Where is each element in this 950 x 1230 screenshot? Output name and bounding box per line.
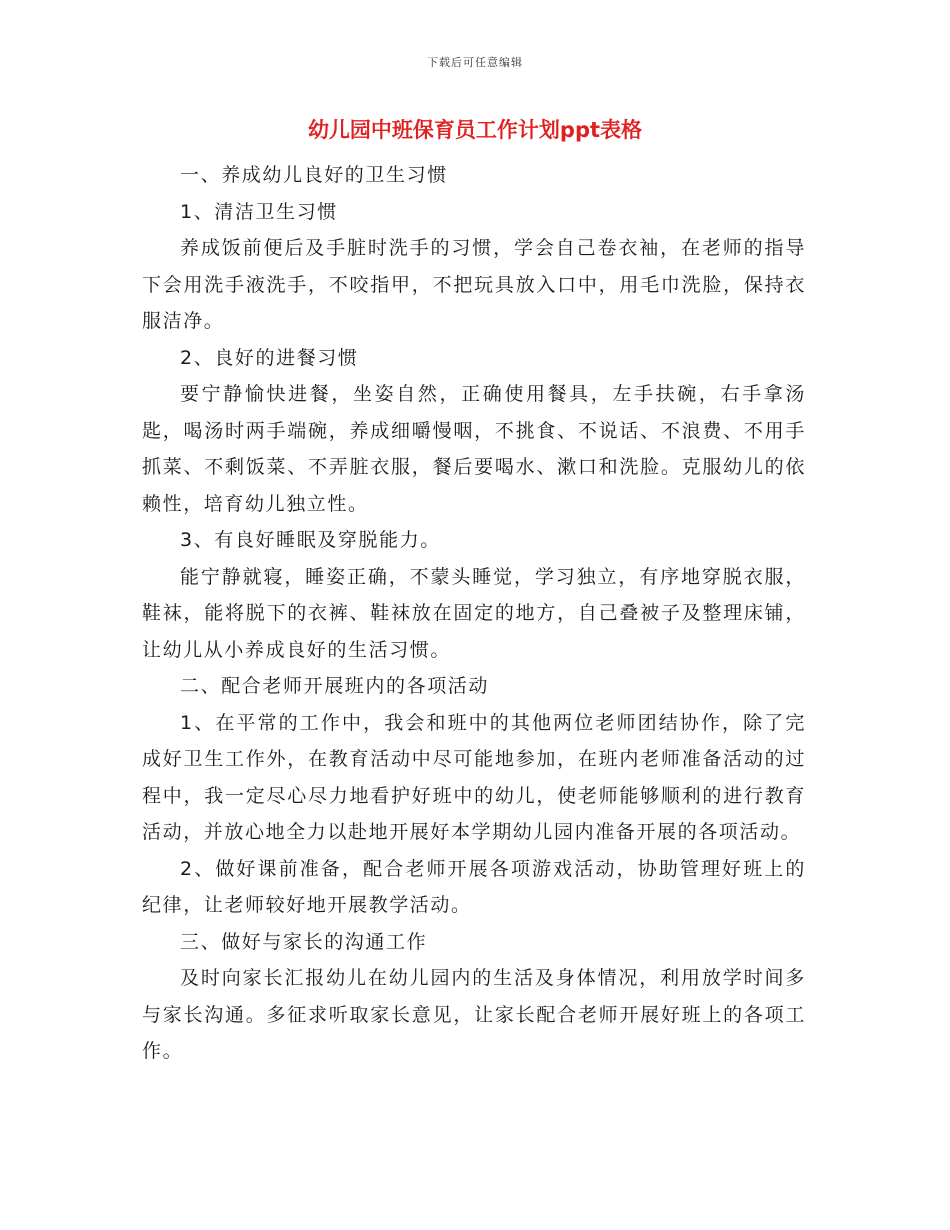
- section-heading-1: 一、养成幼儿良好的卫生习惯: [180, 164, 448, 186]
- section-heading-2: 二、配合老师开展班内的各项活动: [180, 675, 490, 697]
- section-heading-3: 三、做好与家长的沟通工作: [180, 930, 428, 953]
- subheading-1-3: 3、有良好睡眠及穿脱能力。: [180, 529, 441, 551]
- subheading-1-2: 2、良好的进餐习惯: [180, 346, 359, 369]
- paragraph: 及时向家长汇报幼儿在幼儿园内的生活及身体情况，利用放学时间多与家长沟通。多征求听取家长意见，让家长配合老师开展好班上的各项工作。: [142, 967, 806, 1062]
- document-body: [142, 157, 806, 1070]
- header-note: 下载后可任意编辑: [427, 56, 523, 69]
- document-title: 幼儿园中班保育员工作计划ppt表格: [307, 118, 643, 142]
- paragraph: 养成饭前便后及手脏时洗手的习惯，学会自己卷衣袖，在老师的指导下会用洗手液洗手，不咬指甲，不把玩具放入口中，用毛巾洗脸，保持衣服洁净。: [142, 237, 806, 332]
- paragraph: 1、在平常的工作中，我会和班中的其他两位老师团结协作，除了完成好卫生工作外，在教育活动中尽可能地参加，在班内老师准备活动的过程中，我一定尽心尽力地看护好班中的幼儿，使老师能够顺利的进行教育活动，并放心地全力以赴地开展好本学期幼儿园内准备开展的各项活动。: [142, 711, 806, 843]
- paragraph: 要宁静愉快进餐，坐姿自然，正确使用餐具，左手扶碗，右手拿汤匙，喝汤时两手端碗，养成细嚼慢咽，不挑食、不说话、不浪费、不用手抓菜、不剩饭菜、不弄脏衣服，餐后要喝水、漱口和洗脸。克服幼儿的依赖性，培育幼儿独立性。: [142, 383, 806, 515]
- subheading-1-1: 1、清洁卫生习惯: [180, 200, 338, 223]
- paragraph: 能宁静就寝，睡姿正确，不蒙头睡觉，学习独立，有序地穿脱衣服，鞋袜，能将脱下的衣裤、鞋袜放在固定的地方，自己叠被子及整理床铺，让幼儿从小养成良好的生活习惯。: [142, 565, 806, 661]
- paragraph: 2、做好课前准备，配合老师开展各项游戏活动，协助管理好班上的纪律，让老师较好地开展教学活动。: [142, 857, 806, 916]
